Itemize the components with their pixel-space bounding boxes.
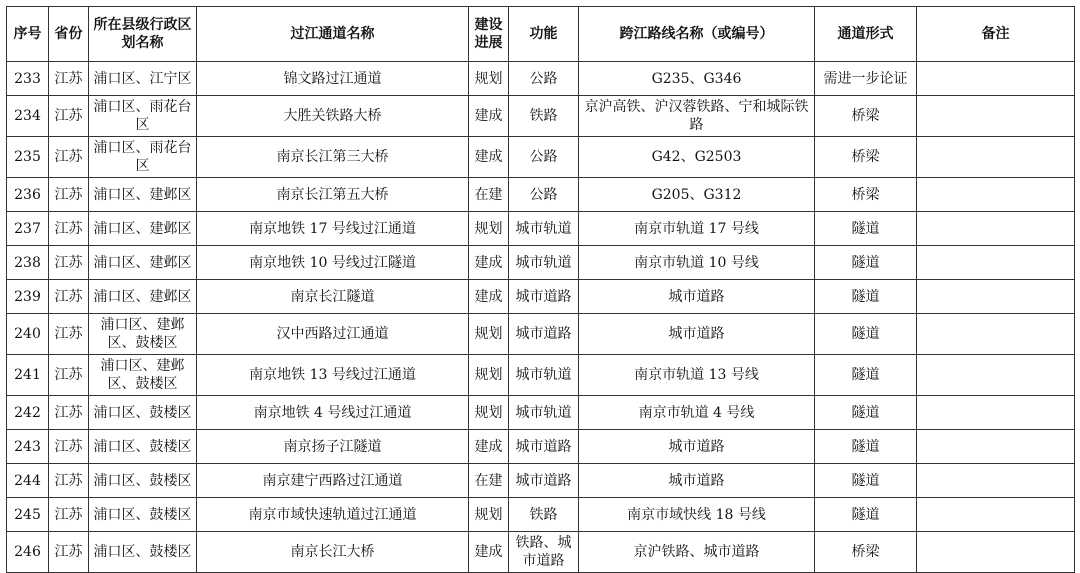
table-row: [7, 246, 1075, 280]
cell-crossing-name: 南京地铁 4 号线过江通道: [197, 396, 469, 430]
table-row: [7, 280, 1075, 314]
table-row: [7, 178, 1075, 212]
cell-crossing-name: 南京市域快速轨道过江通道: [197, 498, 469, 532]
cell-remarks: [917, 532, 1075, 573]
cell-form: 桥梁: [815, 137, 917, 178]
cell-seq: 237: [7, 212, 49, 246]
cell-form: 隧道: [815, 430, 917, 464]
cell-route: G235、G346: [579, 62, 815, 96]
cell-remarks: [917, 464, 1075, 498]
cell-seq: 235: [7, 137, 49, 178]
cell-seq: 239: [7, 280, 49, 314]
cell-form: 隧道: [815, 280, 917, 314]
cell-route: 城市道路: [579, 280, 815, 314]
cell-route: 南京市轨道 10 号线: [579, 246, 815, 280]
header-function: 功能: [509, 7, 579, 62]
cell-seq: 238: [7, 246, 49, 280]
cell-progress: 规划: [469, 314, 509, 355]
cell-form: 隧道: [815, 498, 917, 532]
cell-district: 浦口区、鼓楼区: [89, 498, 197, 532]
cell-province: 江苏: [49, 464, 89, 498]
cell-remarks: [917, 178, 1075, 212]
cell-crossing-name: 南京长江第五大桥: [197, 178, 469, 212]
cell-remarks: [917, 430, 1075, 464]
cell-province: 江苏: [49, 178, 89, 212]
table-row: [7, 532, 1075, 573]
cell-remarks: [917, 280, 1075, 314]
cell-route: 城市道路: [579, 430, 815, 464]
table-row: [7, 355, 1075, 396]
cell-crossing-name: 南京建宁西路过江通道: [197, 464, 469, 498]
cell-function: 铁路: [509, 96, 579, 137]
cell-function: 城市轨道: [509, 396, 579, 430]
header-crossing-name: 过江通道名称: [197, 7, 469, 62]
cell-district: 浦口区、雨花台区: [89, 96, 197, 137]
table-row: [7, 212, 1075, 246]
cell-function: 公路: [509, 178, 579, 212]
header-remarks: 备注: [917, 7, 1075, 62]
cell-function: 城市轨道: [509, 212, 579, 246]
header-progress: 建设进展: [469, 7, 509, 62]
cell-progress: 在建: [469, 464, 509, 498]
table-row: [7, 96, 1075, 137]
cell-route: 南京市轨道 4 号线: [579, 396, 815, 430]
cell-province: 江苏: [49, 246, 89, 280]
cell-seq: 246: [7, 532, 49, 573]
cell-province: 江苏: [49, 355, 89, 396]
cell-progress: 规划: [469, 212, 509, 246]
table-row: [7, 396, 1075, 430]
cell-form: 桥梁: [815, 178, 917, 212]
cell-district: 浦口区、建邺区: [89, 280, 197, 314]
cell-crossing-name: 南京地铁 10 号线过江隧道: [197, 246, 469, 280]
cell-seq: 243: [7, 430, 49, 464]
cell-function: 城市道路: [509, 314, 579, 355]
cell-province: 江苏: [49, 62, 89, 96]
cell-progress: 规划: [469, 396, 509, 430]
cell-form: 隧道: [815, 212, 917, 246]
cell-progress: 建成: [469, 280, 509, 314]
cell-route: 南京市轨道 13 号线: [579, 355, 815, 396]
cell-remarks: [917, 246, 1075, 280]
cell-crossing-name: 汉中西路过江通道: [197, 314, 469, 355]
cell-progress: 建成: [469, 96, 509, 137]
cell-remarks: [917, 355, 1075, 396]
cell-function: 城市道路: [509, 430, 579, 464]
header-district: 所在县级行政区划名称: [89, 7, 197, 62]
cell-form: 隧道: [815, 396, 917, 430]
cell-crossing-name: 南京长江大桥: [197, 532, 469, 573]
cell-district: 浦口区、鼓楼区: [89, 532, 197, 573]
cell-crossing-name: 南京扬子江隧道: [197, 430, 469, 464]
cell-function: 公路: [509, 137, 579, 178]
cell-seq: 245: [7, 498, 49, 532]
cell-district: 浦口区、鼓楼区: [89, 430, 197, 464]
cell-remarks: [917, 96, 1075, 137]
header-form: 通道形式: [815, 7, 917, 62]
cell-district: 浦口区、鼓楼区: [89, 464, 197, 498]
cell-route: 南京市域快线 18 号线: [579, 498, 815, 532]
cell-remarks: [917, 137, 1075, 178]
cell-progress: 规划: [469, 498, 509, 532]
cell-district: 浦口区、建邺区、鼓楼区: [89, 314, 197, 355]
cell-seq: 244: [7, 464, 49, 498]
cell-form: 隧道: [815, 246, 917, 280]
cell-seq: 233: [7, 62, 49, 96]
cell-form: 桥梁: [815, 96, 917, 137]
cell-route: G42、G2503: [579, 137, 815, 178]
cell-progress: 建成: [469, 246, 509, 280]
cell-route: 城市道路: [579, 464, 815, 498]
cell-district: 浦口区、建邺区: [89, 246, 197, 280]
cell-crossing-name: 南京长江第三大桥: [197, 137, 469, 178]
cell-district: 浦口区、建邺区: [89, 178, 197, 212]
cell-district: 浦口区、建邺区、鼓楼区: [89, 355, 197, 396]
cell-crossing-name: 南京长江隧道: [197, 280, 469, 314]
cell-seq: 234: [7, 96, 49, 137]
cell-remarks: [917, 314, 1075, 355]
cell-form: 隧道: [815, 314, 917, 355]
cell-district: 浦口区、雨花台区: [89, 137, 197, 178]
cell-progress: 建成: [469, 137, 509, 178]
cell-progress: 建成: [469, 430, 509, 464]
cell-progress: 规划: [469, 62, 509, 96]
cell-function: 城市轨道: [509, 355, 579, 396]
cell-function: 公路: [509, 62, 579, 96]
cell-remarks: [917, 212, 1075, 246]
table-row: [7, 464, 1075, 498]
cell-progress: 在建: [469, 178, 509, 212]
cell-province: 江苏: [49, 498, 89, 532]
cell-progress: 建成: [469, 532, 509, 573]
header-province: 省份: [49, 7, 89, 62]
cell-progress: 规划: [469, 355, 509, 396]
cell-province: 江苏: [49, 430, 89, 464]
table-row: [7, 314, 1075, 355]
cell-route: 城市道路: [579, 314, 815, 355]
cell-district: 浦口区、建邺区: [89, 212, 197, 246]
cell-seq: 241: [7, 355, 49, 396]
cell-seq: 240: [7, 314, 49, 355]
cell-function: 铁路、城市道路: [509, 532, 579, 573]
cell-district: 浦口区、鼓楼区: [89, 396, 197, 430]
cell-form: 隧道: [815, 355, 917, 396]
cell-form: 隧道: [815, 464, 917, 498]
cell-crossing-name: 南京地铁 13 号线过江通道: [197, 355, 469, 396]
cell-form: 桥梁: [815, 532, 917, 573]
cell-province: 江苏: [49, 96, 89, 137]
cell-remarks: [917, 396, 1075, 430]
cell-remarks: [917, 498, 1075, 532]
cell-route: 京沪高铁、沪汉蓉铁路、宁和城际铁路: [579, 96, 815, 137]
cell-province: 江苏: [49, 212, 89, 246]
cell-province: 江苏: [49, 396, 89, 430]
cell-function: 城市道路: [509, 280, 579, 314]
cell-route: 京沪铁路、城市道路: [579, 532, 815, 573]
table-row: [7, 498, 1075, 532]
table-row: [7, 430, 1075, 464]
cell-seq: 242: [7, 396, 49, 430]
table-row: [7, 137, 1075, 178]
cell-route: 南京市轨道 17 号线: [579, 212, 815, 246]
cell-province: 江苏: [49, 532, 89, 573]
cell-crossing-name: 锦文路过江通道: [197, 62, 469, 96]
cell-function: 铁路: [509, 498, 579, 532]
cell-district: 浦口区、江宁区: [89, 62, 197, 96]
cell-province: 江苏: [49, 137, 89, 178]
cell-crossing-name: 大胜关铁路大桥: [197, 96, 469, 137]
header-route: 跨江路线名称（或编号）: [579, 7, 815, 62]
cell-function: 城市轨道: [509, 246, 579, 280]
cell-province: 江苏: [49, 280, 89, 314]
cell-seq: 236: [7, 178, 49, 212]
cell-province: 江苏: [49, 314, 89, 355]
header-row: [7, 7, 1075, 62]
cell-function: 城市道路: [509, 464, 579, 498]
header-seq: 序号: [7, 7, 49, 62]
cell-crossing-name: 南京地铁 17 号线过江通道: [197, 212, 469, 246]
cell-form: 需进一步论证: [815, 62, 917, 96]
table-row: [7, 62, 1075, 96]
crossing-table: [6, 6, 1075, 573]
cell-route: G205、G312: [579, 178, 815, 212]
cell-remarks: [917, 62, 1075, 96]
